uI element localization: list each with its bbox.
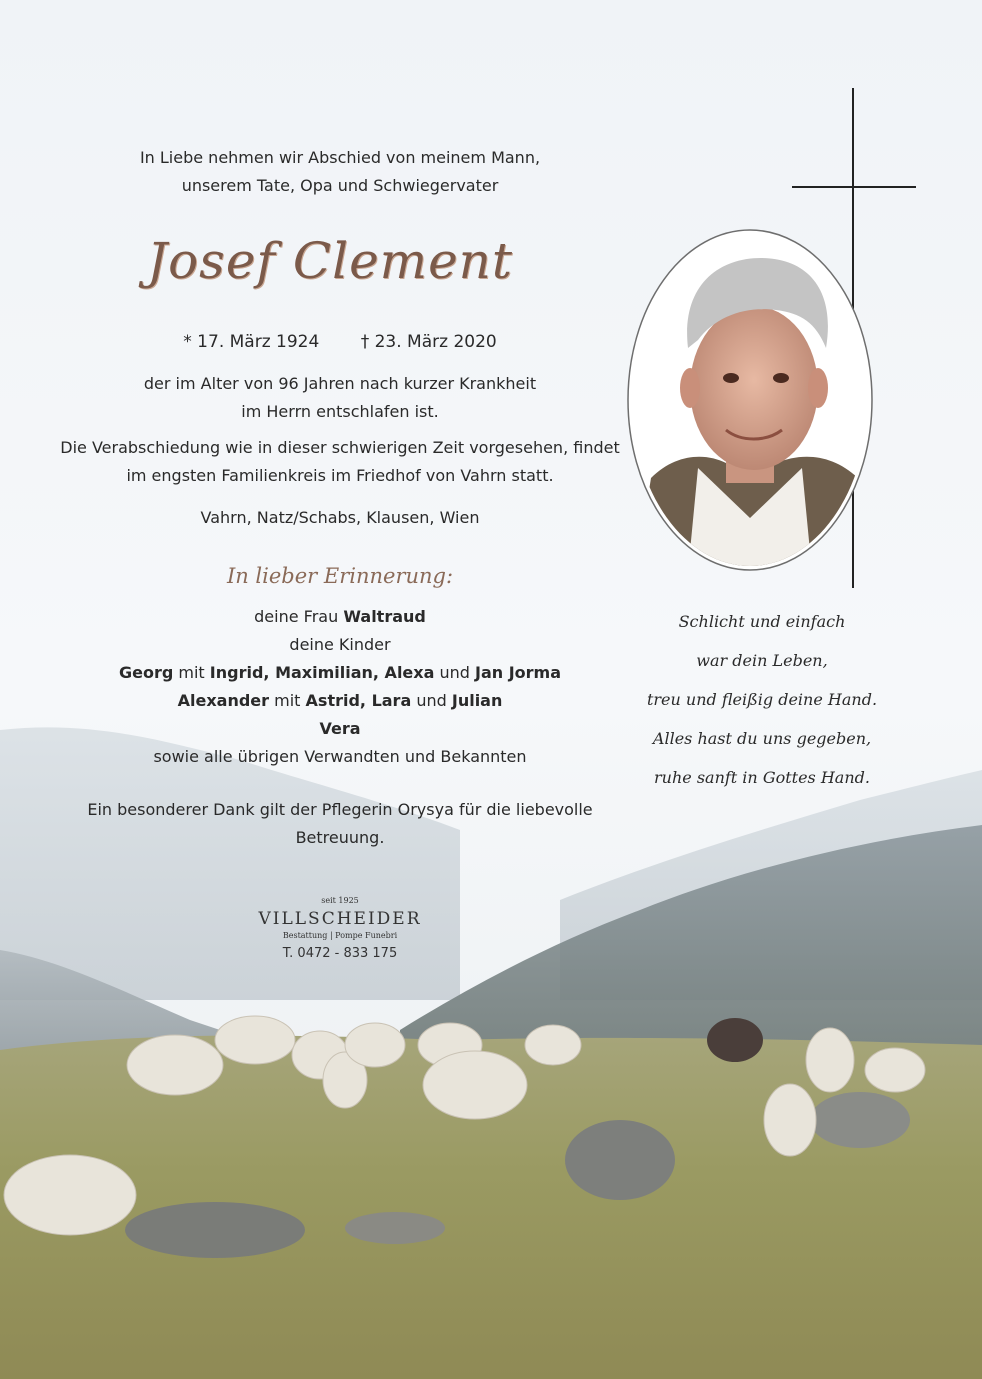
- death-notice-line-1: der im Alter von 96 Jahren nach kurzer Krankheit: [143, 374, 537, 393]
- thanks-line-2: Betreuung.: [295, 828, 385, 847]
- wife-name: Waltraud: [343, 607, 426, 626]
- wife-line: [30, 603, 650, 631]
- memory-title: In lieber Erinnerung:: [226, 564, 454, 588]
- children-label: deine Kinder: [289, 635, 391, 654]
- family-names: Ingrid, Maximilian, Alexa: [209, 663, 435, 682]
- child-name: Alexander: [177, 691, 270, 710]
- family-line-georg: [30, 659, 650, 687]
- family-names: Julian: [451, 691, 503, 710]
- death-notice-paragraph: [30, 370, 650, 426]
- death-date: † 23. März 2020: [360, 332, 497, 352]
- undertaker-logo: [240, 896, 440, 961]
- undertaker-brand: VILLSCHEIDER: [258, 909, 422, 929]
- birth-date: * 17. März 1924: [183, 332, 320, 352]
- places: Vahrn, Natz/Schabs, Klausen, Wien: [200, 508, 480, 527]
- poem-line: Schlicht und einfach: [678, 612, 846, 631]
- funeral-line-2: im engsten Familienkreis im Friedhof von Vahrn statt.: [126, 466, 554, 485]
- connector: und: [434, 663, 475, 682]
- death-notice-line-2: im Herrn entschlafen ist.: [241, 402, 439, 421]
- wife-prefix: deine Frau: [254, 607, 344, 626]
- connector: mit: [173, 663, 210, 682]
- family-list: [30, 603, 650, 771]
- poem-line: Alles hast du uns gegeben,: [652, 729, 872, 748]
- child-name: Vera: [319, 719, 361, 738]
- cross-icon-horizontal: [792, 186, 916, 188]
- intro-text: [30, 144, 650, 200]
- relatives-line: sowie alle übrigen Verwandten und Bekannten: [153, 747, 527, 766]
- family-line-alexander: [30, 687, 650, 715]
- child-name: Georg: [118, 663, 174, 682]
- connector: mit: [269, 691, 306, 710]
- thanks-line-1: Ein besonderer Dank gilt der Pflegerin Orysya für die liebevolle: [87, 800, 593, 819]
- poem: [612, 602, 912, 797]
- intro-line-1: In Liebe nehmen wir Abschied von meinem Mann,: [139, 148, 541, 167]
- poem-line: ruhe sanft in Gottes Hand.: [654, 768, 870, 787]
- life-dates: [30, 332, 650, 352]
- undertaker-subtitle: Bestattung | Pompe Funebri: [282, 931, 398, 940]
- undertaker-since: seit 1925: [321, 896, 359, 905]
- poem-line: treu und fleißig deine Hand.: [646, 690, 878, 709]
- family-names: Astrid, Lara: [305, 691, 412, 710]
- family-line-vera: [30, 715, 650, 743]
- family-names: Jan Jorma: [475, 663, 562, 682]
- portrait-photo: [626, 228, 874, 572]
- undertaker-phone: T. 0472 - 833 175: [282, 946, 398, 961]
- deceased-name: Josef Clement: [147, 232, 513, 290]
- intro-line-2: unserem Tate, Opa und Schwiegervater: [181, 176, 499, 195]
- thanks-paragraph: [30, 796, 650, 852]
- poem-line: war dein Leben,: [696, 651, 828, 670]
- funeral-line-1: Die Verabschiedung wie in dieser schwierigen Zeit vorgesehen, findet: [60, 438, 620, 457]
- connector: und: [411, 691, 452, 710]
- funeral-paragraph: [30, 434, 650, 490]
